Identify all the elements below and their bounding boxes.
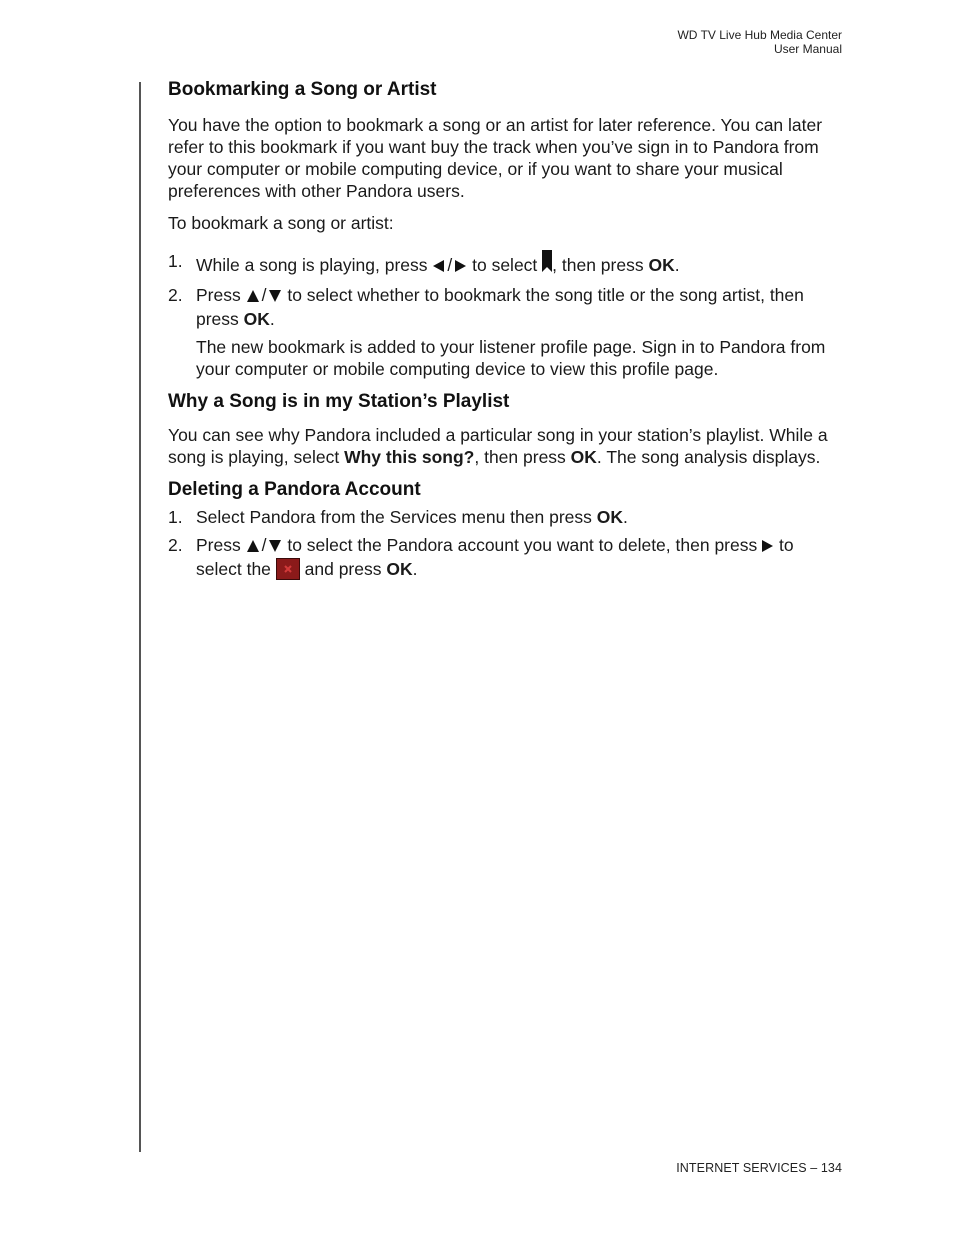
- bookmark-steps: [168, 250, 844, 330]
- delete-steps: [168, 506, 844, 585]
- bookmark-intro: You have the option to bookmark a song or an artist for later reference. You can later refer to this bookmark if you want buy the track when you’ve sign in to Pandora from your computer or mobile computing device, or if you want to share your musical preferences with other Pandora users.: [168, 115, 823, 201]
- left-arrow-icon: [432, 256, 444, 278]
- step-number: 1.: [168, 507, 183, 527]
- header-product: WD TV Live Hub Media Center: [677, 28, 842, 42]
- left-margin-rule: [139, 82, 141, 1152]
- section-title-bookmarking: Bookmarking a Song or Artist: [168, 79, 437, 100]
- bookmark-step-2: 2. Press / to select whether to bookmark the song title or the song artist, then press OK.: [168, 285, 804, 329]
- header-doc-type: User Manual: [773, 42, 842, 56]
- delete-icon: [276, 558, 300, 585]
- bookmark-icon: [542, 250, 552, 277]
- delete-step-2: 2. Press / to select the Pandora account you want to delete, then press to select the and press OK.: [168, 534, 844, 585]
- page-header: [677, 28, 842, 56]
- bookmark-step-1: 1. While a song is playing, press / to select , then press OK.: [168, 250, 844, 278]
- why-song-paragraph: You can see why Pandora included a particular song in your station’s playlist. While a song is playing, select Why this song?, then press OK. The song analysis displays.: [168, 425, 828, 467]
- right-arrow-icon: [455, 256, 467, 278]
- bookmark-step-2-note: The new bookmark is added to your listener profile page. Sign in to Pandora from your computer or mobile computing device to view this profile page.: [196, 337, 826, 379]
- step-number: 2.: [168, 285, 183, 305]
- page-footer: INTERNET SERVICES – 134: [676, 1161, 842, 1175]
- right-arrow-icon: [762, 536, 774, 558]
- page-content: [168, 78, 844, 585]
- section-title-deleting: Deleting a Pandora Account: [168, 479, 421, 500]
- step-number: 2.: [168, 535, 183, 555]
- down-arrow-icon: [268, 536, 282, 558]
- step-number: 1.: [168, 251, 183, 271]
- bookmark-lead: To bookmark a song or artist:: [168, 213, 394, 233]
- up-arrow-icon: [246, 286, 260, 308]
- delete-step-1: 1. Select Pandora from the Services menu then press OK.: [168, 507, 628, 527]
- section-title-why-song: Why a Song is in my Station’s Playlist: [168, 391, 510, 412]
- up-arrow-icon: [246, 536, 260, 558]
- down-arrow-icon: [268, 286, 282, 308]
